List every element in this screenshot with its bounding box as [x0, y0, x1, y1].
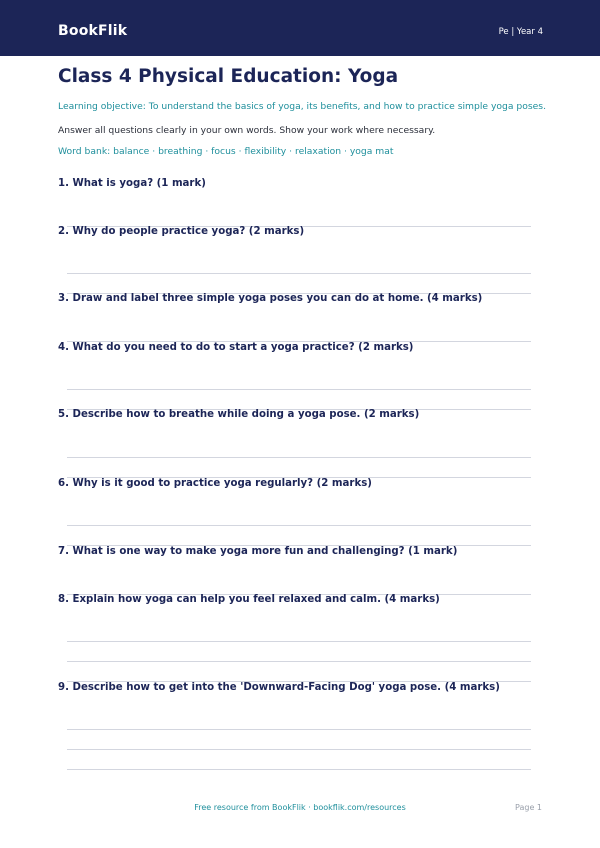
question-1: 1. What is yoga? (1 mark) — [58, 178, 206, 189]
answer-line[interactable] — [67, 525, 531, 526]
learning-objective: Learning objective: To understand the basics of yoga, its benefits, and how to practice simple yoga poses. — [58, 101, 546, 112]
answer-line[interactable] — [67, 641, 531, 642]
header-bar — [0, 0, 600, 56]
answer-line[interactable] — [67, 457, 531, 458]
question-7: 7. What is one way to make yoga more fun and challenging? (1 mark) — [58, 546, 458, 557]
question-9: 9. Describe how to get into the 'Downward-Facing Dog' yoga pose. (4 marks) — [58, 682, 500, 693]
answer-line[interactable] — [67, 389, 531, 390]
question-3: 3. Draw and label three simple yoga poses you can do at home. (4 marks) — [58, 293, 483, 304]
answer-line[interactable] — [67, 661, 531, 662]
instructions: Answer all questions clearly in your own words. Show your work where necessary. — [58, 125, 436, 136]
question-5: 5. Describe how to breathe while doing a yoga pose. (2 marks) — [58, 409, 420, 420]
answer-line[interactable] — [67, 729, 531, 730]
answer-line[interactable] — [67, 749, 531, 750]
page-number: Page 1 — [515, 803, 542, 812]
question-2: 2. Why do people practice yoga? (2 marks) — [58, 226, 305, 237]
answer-line[interactable] — [67, 273, 531, 274]
page-title: Class 4 Physical Education: Yoga — [58, 66, 399, 87]
question-8: 8. Explain how yoga can help you feel relaxed and calm. (4 marks) — [58, 594, 440, 605]
footer-credit: Free resource from BookFlik · bookflik.com/resources — [194, 803, 406, 812]
answer-line[interactable] — [67, 769, 531, 770]
subject-year-label: Pe | Year 4 — [498, 27, 543, 37]
question-4: 4. What do you need to do to start a yoga practice? (2 marks) — [58, 342, 414, 353]
word-bank: Word bank: balance · breathing · focus · flexibility · relaxation · yoga mat — [58, 146, 394, 157]
question-6: 6. Why is it good to practice yoga regularly? (2 marks) — [58, 478, 372, 489]
brand-logo: BookFlik — [58, 23, 128, 39]
